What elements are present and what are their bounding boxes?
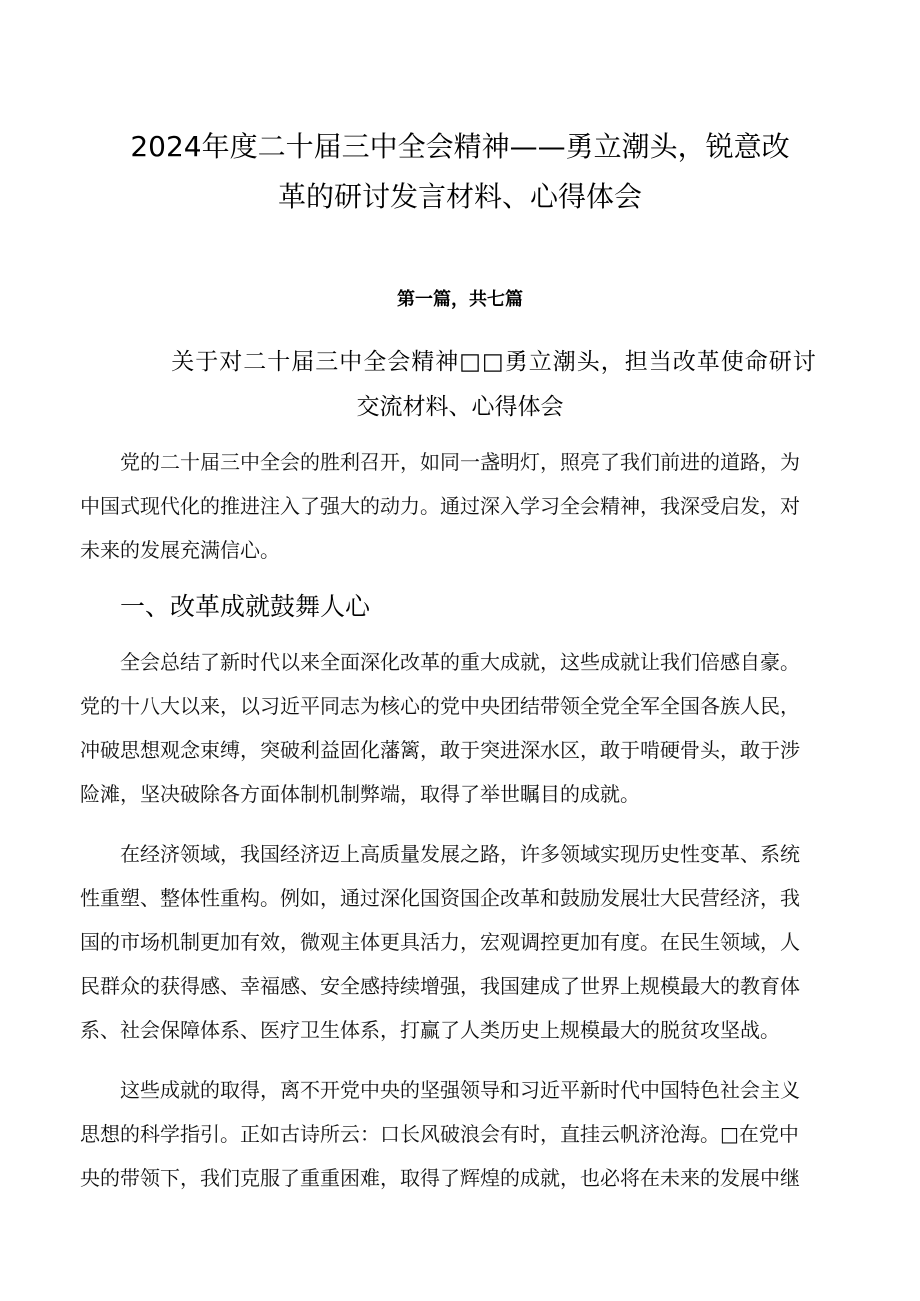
body-paragraph-1 [80,640,858,816]
article-title [0,340,920,430]
paragraph-line: 这些成就的取得，离不开党中央的坚强领导和习近平新时代中国特色社会主义 [120,1078,800,1102]
paragraph-line: 党的十八大以来，以习近平同志为核心的党中央团结带领全党全军全国各族人民， [80,694,800,718]
section-mark: 第一篇，共七篇 [397,289,523,310]
paragraph-line: 全会总结了新时代以来全面深化改革的重大成就，这些成就让我们倍感自豪。 [120,650,800,674]
paragraph-line: 民群众的获得感、幸福感、安全感持续增强，我国建成了世界上规模最大的教育体 [80,974,800,998]
document-title-line: 2024年度二十届三中全会精神——勇立潮头，锐意改 [130,130,790,163]
intro-paragraph [80,440,858,572]
paragraph-line: 党的二十届三中全会的胜利召开，如同一盏明灯，照亮了我们前进的道路，为 [120,450,800,474]
article-title-line: 交流材料、心得体会 [356,394,564,420]
document-title-line: 革的研讨发言材料、心得体会 [277,180,642,213]
paragraph-line: 在经济领域，我国经济迈上高质量发展之路，许多领域实现历史性变革、系统 [120,842,800,866]
body-paragraph-2 [80,832,858,1052]
paragraph-line: 未来的发展充满信心。 [80,538,280,562]
body-paragraph-3 [80,1068,858,1200]
paragraph-line: 性重塑、整体性重构。例如，通过深化国资国企改革和鼓励发展壮大民营经济，我 [80,886,800,910]
paragraph-line: 险滩，坚决破除各方面体制机制弊端，取得了举世瞩目的成就。 [80,782,640,806]
paragraph-line: 系、社会保障体系、医疗卫生体系，打赢了人类历史上规模最大的脱贫攻坚战。 [80,1018,780,1042]
section-heading: 一、改革成就鼓舞人心 [120,592,371,621]
document-title [0,122,920,222]
paragraph-line: 思想的科学指引。正如古诗所云：口长风破浪会有时，直挂云帆济沧海。□在党中 [80,1122,799,1146]
article-title-line: 关于对二十届三中全会精神□□勇立潮头，担当改革使命研讨 [171,349,817,375]
paragraph-line: 央的带领下，我们克服了重重困难，取得了辉煌的成就，也必将在未来的发展中继 [80,1166,800,1190]
paragraph-line: 国的市场机制更加有效，微观主体更具活力，宏观调控更加有度。在民生领域，人 [80,930,800,954]
paragraph-line: 冲破思想观念束缚，突破利益固化藩篱，敢于突进深水区，敢于啃硬骨头，敢于涉 [80,738,800,762]
paragraph-line: 中国式现代化的推进注入了强大的动力。通过深入学习全会精神，我深受启发，对 [80,494,800,518]
